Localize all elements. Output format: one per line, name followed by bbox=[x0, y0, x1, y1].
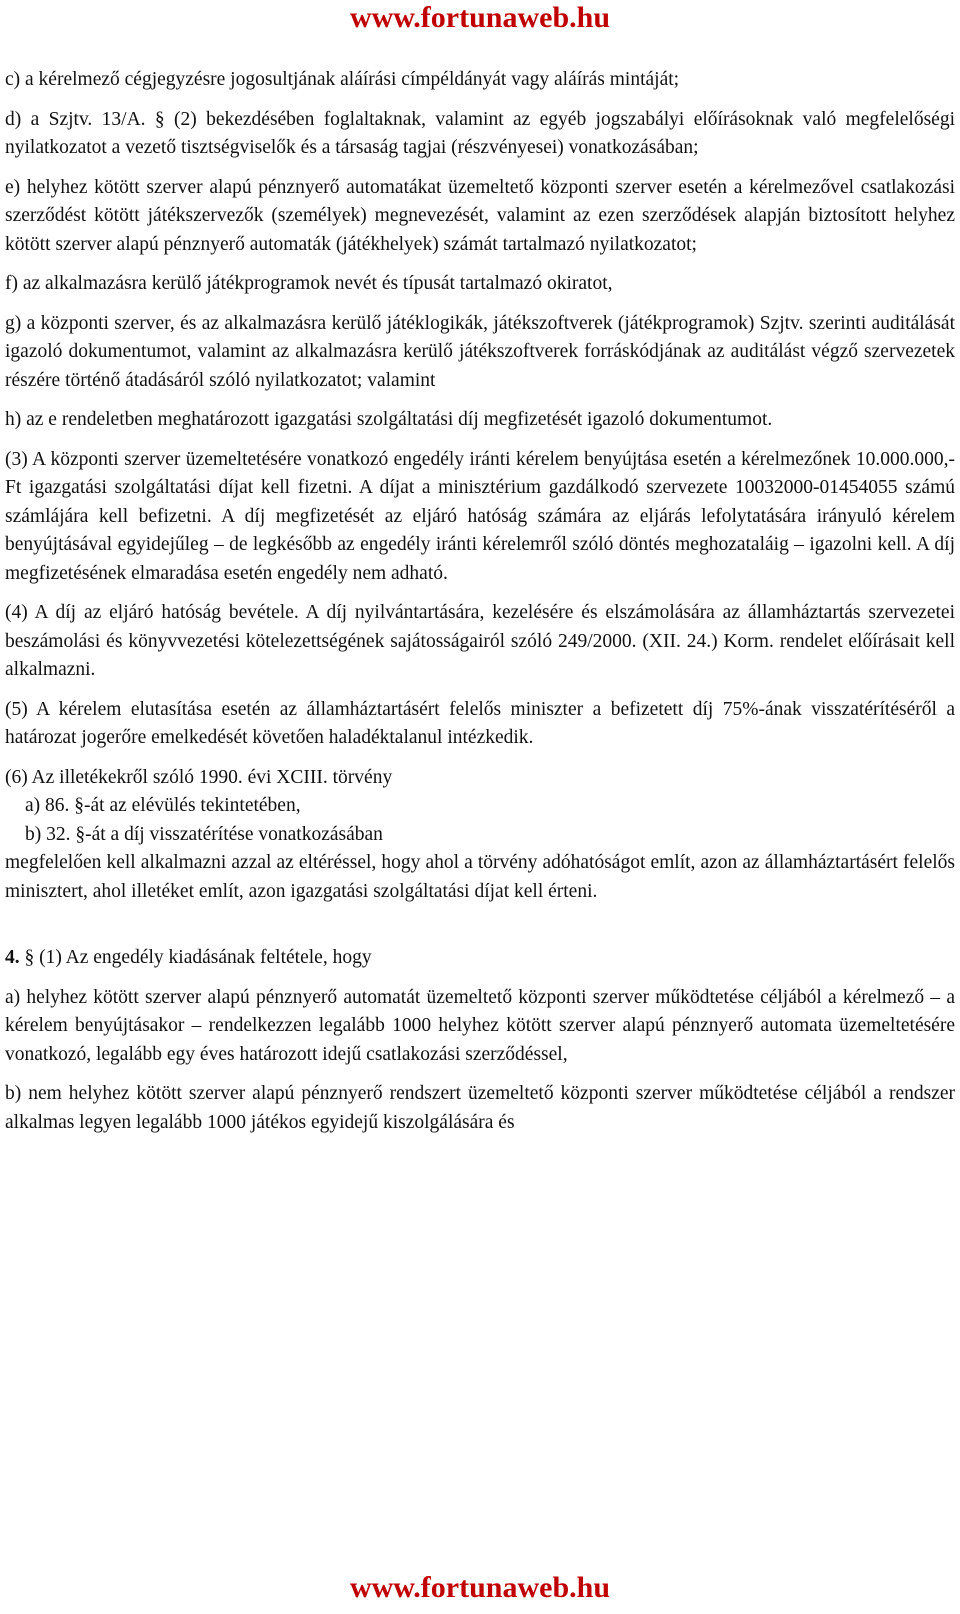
paragraph-6-intro: (6) Az illetékekről szóló 1990. évi XCIII. törvény bbox=[5, 766, 393, 788]
section-4-heading bbox=[5, 944, 955, 973]
section-4-item-b: b) nem helyhez kötött szerver alapú pénznyerő rendszert üzemeltető központi szerver működtetése céljából a rendszer alkalmas legyen legalább 1000 játékos egyidejű kiszolgálására és bbox=[5, 1083, 955, 1133]
paragraph-5: (5) A kérelem elutasítása esetén az államháztartásért felelős miniszter a befizetett díj 75%-ának visszatérítéséről a határozat jogerőre emelkedését követően haladéktalanul intézkedik. bbox=[5, 698, 955, 748]
section-4-item-a: a) helyhez kötött szerver alapú pénznyerő automatát üzemeltető központi szerver működtetése céljából a kérelmező – a kérelem benyújtásakor – rendelkezzen legalább 1000 helyhez kötött szerver alapú pénznyerő automata üzemeltetésére vonatkozó, legalább egy éves határozott idejű csatlakozási szerződéssel, bbox=[5, 986, 955, 1065]
site-header-url[interactable]: www.fortunaweb.hu bbox=[349, 1, 611, 34]
paragraph-6-rest: megfelelően kell alkalmazni azzal az eltéréssel, hogy ahol a törvény adóhatóságot említ, azon az államháztartásért felelős minisztert, ahol illetéket említ, azon igazgatási szolgáltatási díjat kell érteni. bbox=[5, 852, 955, 902]
paragraph-e: e) helyhez kötött szerver alapú pénznyerő automatákat üzemeltető központi szerver esetén a kérelmezővel csatlakozási szerződést kötött játékszervezők (személyek) megnevezését, valamint az ezen szerződések alapján biztosított helyhez kötött szerver alapú pénznyerő automaták (játékhelyek) számát tartalmazó nyilatkozatot; bbox=[5, 176, 955, 255]
section-4-title: § (1) Az engedély kiadásának feltétele, hogy bbox=[19, 947, 372, 968]
paragraph-4: (4) A díj az eljáró hatóság bevétele. A díj nyilvántartására, kezelésére és elszámolására az államháztartás szervezetei beszámolási és könyvvezetési kötelezettségének sajátosságairól szóló 249/2000. (XII. 24.) Korm. rendelet előírásait kell alkalmazni. bbox=[5, 602, 955, 680]
paragraph-f: f) az alkalmazásra kerülő játékprogramok nevét és típusát tartalmazó okiratot, bbox=[5, 273, 613, 294]
paragraph-3: (3) A központi szerver üzemeltetésére vonatkozó engedély iránti kérelem benyújtása esetén a kérelmezőnek 10.000.000,- Ft igazgatási szolgáltatási díjat kell fizetni. A díjat a minisztérium gazdálkodó szervezete 10032000-01454055 számú számlájára kell befizetni. A díj megfizetését az eljáró hatóság számára az eljárás lefolytatására irányuló kérelem benyújtásával egyidejűleg – de legkésőbb az engedély iránti kérelemről szóló döntés meghozataláig – igazolni kell. A díj megfizetésének elmaradása esetén engedély nem adható. bbox=[5, 448, 955, 584]
paragraph-c: c) a kérelmező cégjegyzésre jogosultjának aláírási címpéldányát vagy aláírás mintáját; bbox=[5, 69, 680, 90]
paragraph-6-item-a: a) 86. §-át az elévülés tekintetében, bbox=[25, 795, 301, 816]
site-footer-url[interactable]: www.fortunaweb.hu bbox=[349, 1571, 611, 1604]
section-4-number: 4. bbox=[5, 947, 20, 968]
paragraph-d: d) a Szjtv. 13/A. § (2) bekezdésében foglaltaknak, valamint az egyéb jogszabályi előírásoknak való megfelelőségi nyilatkozatot a vezető tisztségviselők és a társaság tagjai (részvényesei) vonatkozásában; bbox=[5, 108, 955, 158]
paragraph-6-item-b: b) 32. §-át a díj visszatérítése vonatkozásában bbox=[25, 823, 383, 845]
document-body bbox=[5, 66, 955, 1148]
paragraph-h: h) az e rendeletben meghatározott igazgatási szolgáltatási díj megfizetését igazoló dokumentumot. bbox=[5, 409, 773, 430]
paragraph-g: g) a központi szerver, és az alkalmazásra kerülő játéklogikák, játékszoftverek (játékprogramok) Szjtv. szerinti auditálását igazoló dokumentumot, valamint az alkalmazásra kerülő játékszoftverek forráskódjának az auditálást végző szervezetek részére történő átadásáról szóló nyilatkozatot; valamint bbox=[5, 312, 955, 391]
